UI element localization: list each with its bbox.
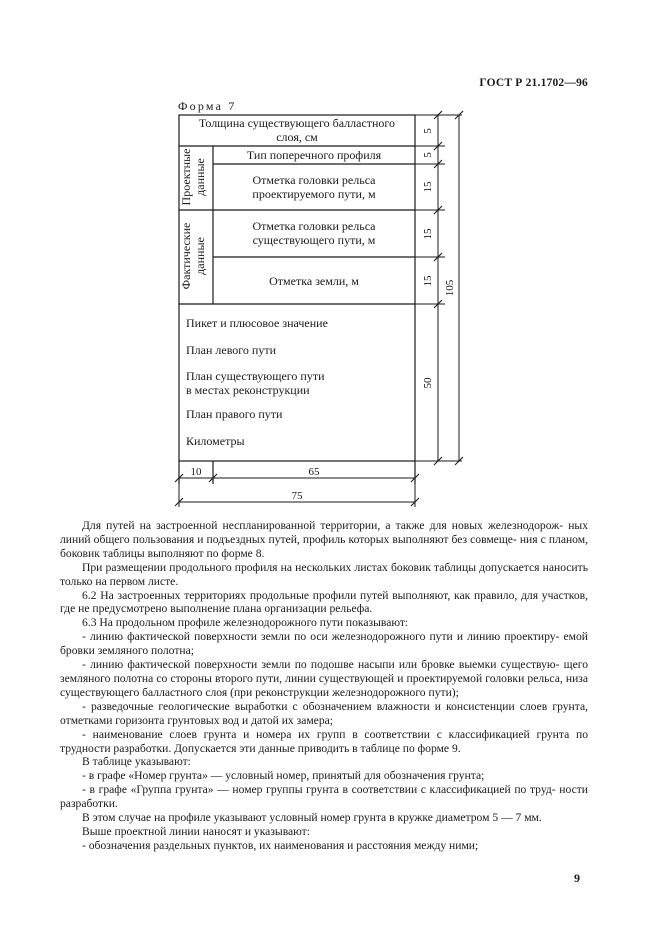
row-existing-track-line1: План существующего пути [186, 369, 325, 383]
row-picket: Пикет и плюсовое значение [186, 316, 328, 330]
list-item: - наименование слоев грунта и номера их групп в соответствии с классификацией грунта по трудности разработки. Допускается эти данные приводить в таблице по форме 9. [60, 727, 588, 755]
document-code: ГОСТ Р 21.1702—96 [479, 77, 588, 89]
row-existing-head-line2: существующего пути, м [252, 233, 376, 247]
dim-height-total: 105 [444, 279, 456, 297]
table-grid [179, 115, 415, 484]
dim-width-right: 65 [308, 466, 320, 478]
dim-height-2: 5 [422, 152, 434, 158]
group-actual-line2: данные [193, 237, 207, 275]
group-design-line2: данные [193, 158, 207, 196]
paragraph: 6.3 На продольном профиле железнодорожного пути показывают: [82, 616, 409, 630]
page-number: 9 [574, 871, 580, 885]
list-item: - линию фактической поверхности земли по подошве насыпи или бровке выемки существую- щего земляного полотна со стороны второго пути, линии существующей и проектируемой головки рельса, низа существующего балластного слоя (при реконструкции железнодорожного пути); [60, 658, 588, 699]
row-design-head-line1: Отметка головки рельса [252, 173, 376, 187]
list-item: - обозначения раздельных пунктов, их наименования и расстояния между ними; [82, 838, 479, 852]
paragraph: Для путей на застроенной неспланированной территории, а также для новых железнодорож- ных линий общего пользования и подъездных путей, профиль которых выполняют без совмеще- ния с планом, боковик таблицы выполняют по форме 8. [60, 519, 588, 560]
form-title: Форма 7 [178, 99, 237, 113]
paragraph: 6.2 На застроенных территориях продольные профили путей выполняют, как правило, для участков, где не предусмотрено выполнение плана организации рельефа. [60, 588, 588, 616]
row-kilometers: Километры [186, 434, 245, 448]
dim-width-total: 75 [291, 490, 303, 502]
body-text [60, 519, 588, 853]
row-cross-profile: Тип поперечного профиля [246, 148, 382, 162]
dim-height-4: 15 [422, 228, 434, 240]
dim-height-lower: 50 [422, 377, 434, 389]
list-item: - в графе «Номер грунта» — условный номер, принятый для обозначения грунта; [82, 769, 485, 783]
list-item: - разведочные геологические выработки с обозначением влажности и консистенции слоев грунта, отметками горизонта грунтовых вод и датой их замера; [60, 699, 588, 727]
dim-height-3: 15 [422, 181, 434, 193]
row-right-track: План правого пути [186, 407, 283, 421]
list-item: - в графе «Группа грунта» — номер группы грунта в соответствии с классификацией по труд- ности разработки. [60, 783, 588, 811]
list-item: - линию фактической поверхности земли по оси железнодорожного пути и линию проектиру- емой бровки земляного полотна; [60, 630, 588, 658]
row-existing-track-line2: в местах реконструкции [186, 383, 310, 397]
dim-height-5: 15 [422, 275, 434, 287]
paragraph: В таблице указывают: [82, 755, 191, 769]
group-design-data [179, 149, 207, 206]
group-actual-data [179, 223, 207, 290]
row-existing-head-line1: Отметка головки рельса [252, 219, 376, 233]
row-left-track: План левого пути [186, 343, 277, 357]
row-design-head-line2: проектируемого пути, м [252, 187, 376, 201]
paragraph: При размещении продольного профиля на нескольких листах боковик таблицы допускается наносить только на первом листе. [60, 560, 588, 588]
row-ground: Отметка земли, м [269, 274, 359, 288]
row-thickness-line1: Толщина существующего балластного [198, 116, 396, 130]
dim-height-1: 5 [422, 128, 434, 134]
row-thickness-line2: слоя, см [276, 130, 318, 144]
paragraph: В этом случае на профиле указывают условный номер грунта в кружке диаметром 5 — 7 мм. [82, 811, 542, 825]
group-design-line1: Проектные [179, 148, 193, 206]
paragraph: Выше проектной линии наносят и указывают: [82, 824, 310, 838]
dim-width-left: 10 [190, 466, 202, 478]
group-actual-line1: Фактические [179, 222, 193, 290]
